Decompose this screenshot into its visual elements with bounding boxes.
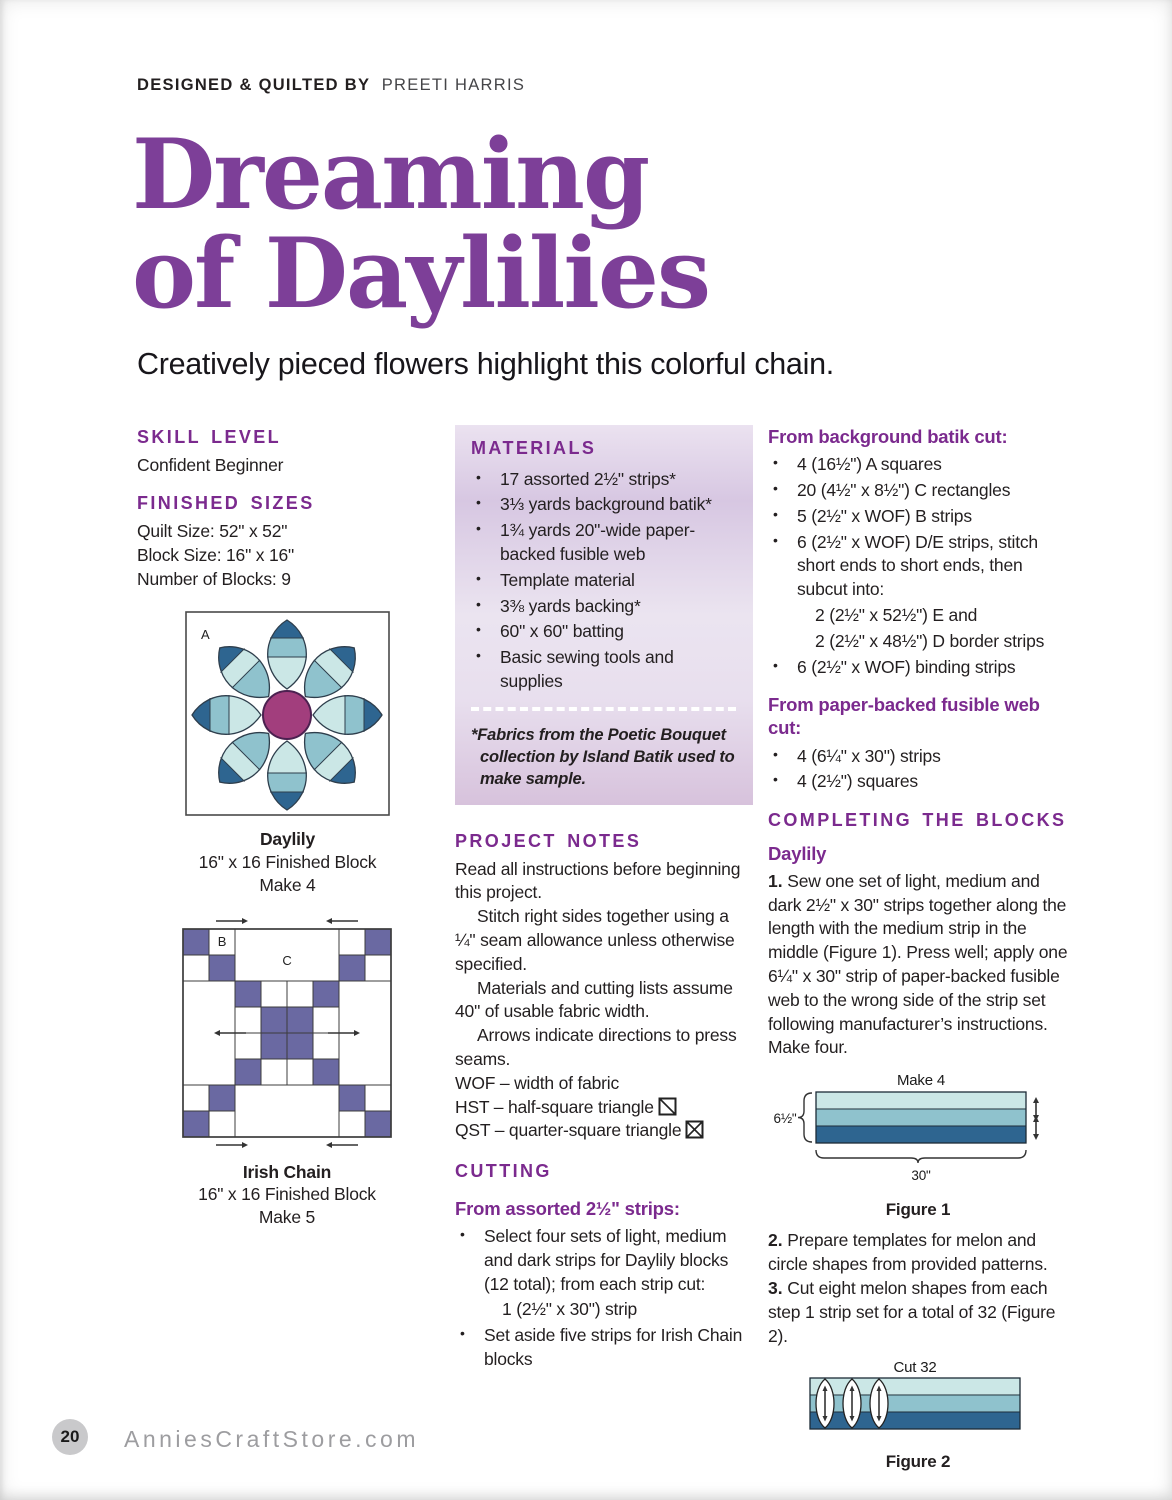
width-brace: [816, 1150, 1026, 1163]
list-item: • 4 (6¼" x 30") strips: [768, 745, 1068, 769]
fabric-note: *Fabrics from the Poetic Bouquet collection by Island Batik used to make sample.: [471, 725, 735, 788]
figure-1-make-label: Make 4: [897, 1072, 945, 1090]
byline: [137, 76, 525, 95]
list-item: • Select four sets of light, medium and dark strips for Daylily blocks (12 total); from each strip cut:: [455, 1225, 753, 1296]
figure-2-cut-label: Cut 32: [893, 1360, 937, 1377]
hst-abbreviation: HST – half-square triangle: [455, 1096, 753, 1120]
figure-1-height-label: 6½": [773, 1111, 797, 1127]
daylily-caption-make: Make 4: [259, 874, 316, 895]
flower-center-circle: [263, 691, 311, 739]
daylily-caption-name: Daylily: [259, 829, 316, 850]
quilt-size: Quilt Size: 52" x 52": [137, 520, 288, 541]
project-notes-paragraph: Read all instructions before beginning this project.: [455, 858, 741, 903]
irish-chain-caption-name: Irish Chain: [242, 1161, 332, 1182]
page-title: [132, 118, 709, 330]
list-item: • Template material: [471, 569, 740, 593]
hst-icon: [658, 1097, 677, 1116]
daylily-caption: [185, 828, 390, 896]
skill-level-heading: SKILL LEVEL: [137, 427, 282, 447]
page-number: 20: [60, 1427, 80, 1446]
project-notes-paragraph: Arrows indicate directions to press seams.: [455, 1025, 737, 1070]
irish-chain-block-diagram: [170, 913, 404, 1153]
list-item: • 6 (2½" x WOF) D/E strips, stitch short ends to short ends, then subcut into:: [768, 531, 1068, 602]
figure-2-strip-diagram: [768, 1360, 1068, 1440]
footer-website: AnniesCraftStore.com: [124, 1426, 419, 1452]
finished-sizes-heading: FINISHED SIZES: [137, 493, 315, 514]
number-of-blocks: Number of Blocks: 9: [137, 568, 291, 589]
irish-chain-caption-make: Make 5: [258, 1207, 316, 1228]
list-sub-item: 2 (2½" x 52½") E and: [815, 604, 978, 625]
list-sub-item: 1 (2½" x 30") strip: [502, 1299, 638, 1320]
figure-2-caption: Figure 2: [885, 1452, 951, 1472]
list-item: • 6 (2½" x WOF) binding strips: [768, 656, 1068, 680]
figure-1-caption: Figure 1: [885, 1200, 951, 1220]
dashed-divider: [471, 707, 736, 711]
irish-chain-caption-size: 16" x 16 Finished Block: [198, 1184, 376, 1205]
list-item: • 3⅓ yards background batik*: [471, 493, 740, 517]
step-2: 2. Prepare templates for melon and circle shapes from provided patterns.: [768, 1230, 1048, 1275]
materials-heading: MATERIALS: [471, 438, 597, 458]
list-item: • 20 (4½" x 8½") C rectangles: [768, 479, 1068, 503]
byline-designer-name: PREETI HARRIS: [381, 76, 526, 94]
list-item: • 1¾ yards 20"-wide paper-backed fusible web: [471, 519, 740, 567]
step-3: 3. Cut eight melon shapes from each step 1 strip set for a total of 32 (Figure 2).: [768, 1277, 1056, 1346]
list-item: • 60" x 60" batting: [471, 620, 740, 644]
list-item: • Basic sewing tools and supplies: [471, 646, 740, 694]
completing-blocks-heading: COMPLETING THE BLOCKS: [768, 810, 1067, 831]
press-arrow-icons: [1033, 1097, 1039, 1140]
page-subtitle: Creatively pieced flowers highlight this colorful chain.: [137, 347, 834, 381]
middle-column: [455, 425, 753, 1374]
list-item: • 17 assorted 2½" strips*: [471, 468, 740, 492]
daylily-section-subhead: Daylily: [768, 842, 827, 864]
list-item: • 4 (2½") squares: [768, 770, 1068, 794]
list-item: • 3⅜ yards backing*: [471, 595, 740, 619]
patch-c-label: C: [282, 952, 292, 968]
materials-box: [455, 425, 753, 805]
cutting-heading: CUTTING: [455, 1161, 552, 1182]
page-title-line1: Dreaming: [132, 118, 649, 231]
list-item: • 4 (16½") A squares: [768, 453, 1068, 477]
page-number-badge: [52, 1419, 88, 1455]
project-notes-paragraph: Materials and cutting lists assume 40" of usable fabric width.: [455, 977, 733, 1022]
melon-template-shapes: [816, 1379, 888, 1428]
daylily-block-diagram: [185, 611, 390, 816]
step-1: 1. Sew one set of light, medium and dark 2½" x 30" strips together along the length with the medium strip in the middle (Figure 1). Press well; apply one 6¼" x 30" strip of paper-backed fusible web to the wrong side of the strip set following manufacturer’s instructions. Make four.: [768, 870, 1068, 1058]
patch-b-label: B: [217, 933, 227, 949]
irish-chain-caption: [170, 1161, 404, 1229]
height-brace: [798, 1093, 812, 1142]
list-sub-item: 2 (2½" x 48½") D border strips: [815, 630, 1045, 651]
list-item: • Set aside five strips for Irish Chain blocks: [455, 1324, 753, 1372]
right-column: [768, 425, 1068, 1481]
cutting-subhead: From assorted 2½" strips:: [455, 1197, 680, 1219]
skill-level-value: Confident Beginner: [137, 454, 284, 475]
figure-1-strip-diagram: [768, 1072, 1068, 1194]
batik-cut-subhead: From background batik cut:: [768, 426, 1008, 447]
patch-a-label: A: [201, 627, 210, 643]
block-size: Block Size: 16" x 16": [137, 544, 295, 565]
daylily-caption-size: 16" x 16 Finished Block: [198, 852, 377, 873]
qst-abbreviation: QST – quarter-square triangle: [455, 1119, 753, 1143]
figure-1-width-label: 30": [911, 1168, 931, 1184]
wof-abbreviation: WOF – width of fabric: [455, 1072, 620, 1093]
fusible-web-subhead: From paper-backed fusible web cut:: [768, 694, 1040, 739]
page-title-line2: of Daylilies: [132, 216, 709, 330]
qst-icon: [685, 1120, 704, 1139]
list-item: • 5 (2½" x WOF) B strips: [768, 505, 1068, 529]
project-notes-paragraph: Stitch right sides together using a ¼" seam allowance unless otherwise specified.: [455, 906, 735, 974]
byline-label: DESIGNED & QUILTED BY: [137, 76, 370, 94]
project-notes-heading: PROJECT NOTES: [455, 831, 642, 852]
left-column: [137, 425, 433, 1229]
